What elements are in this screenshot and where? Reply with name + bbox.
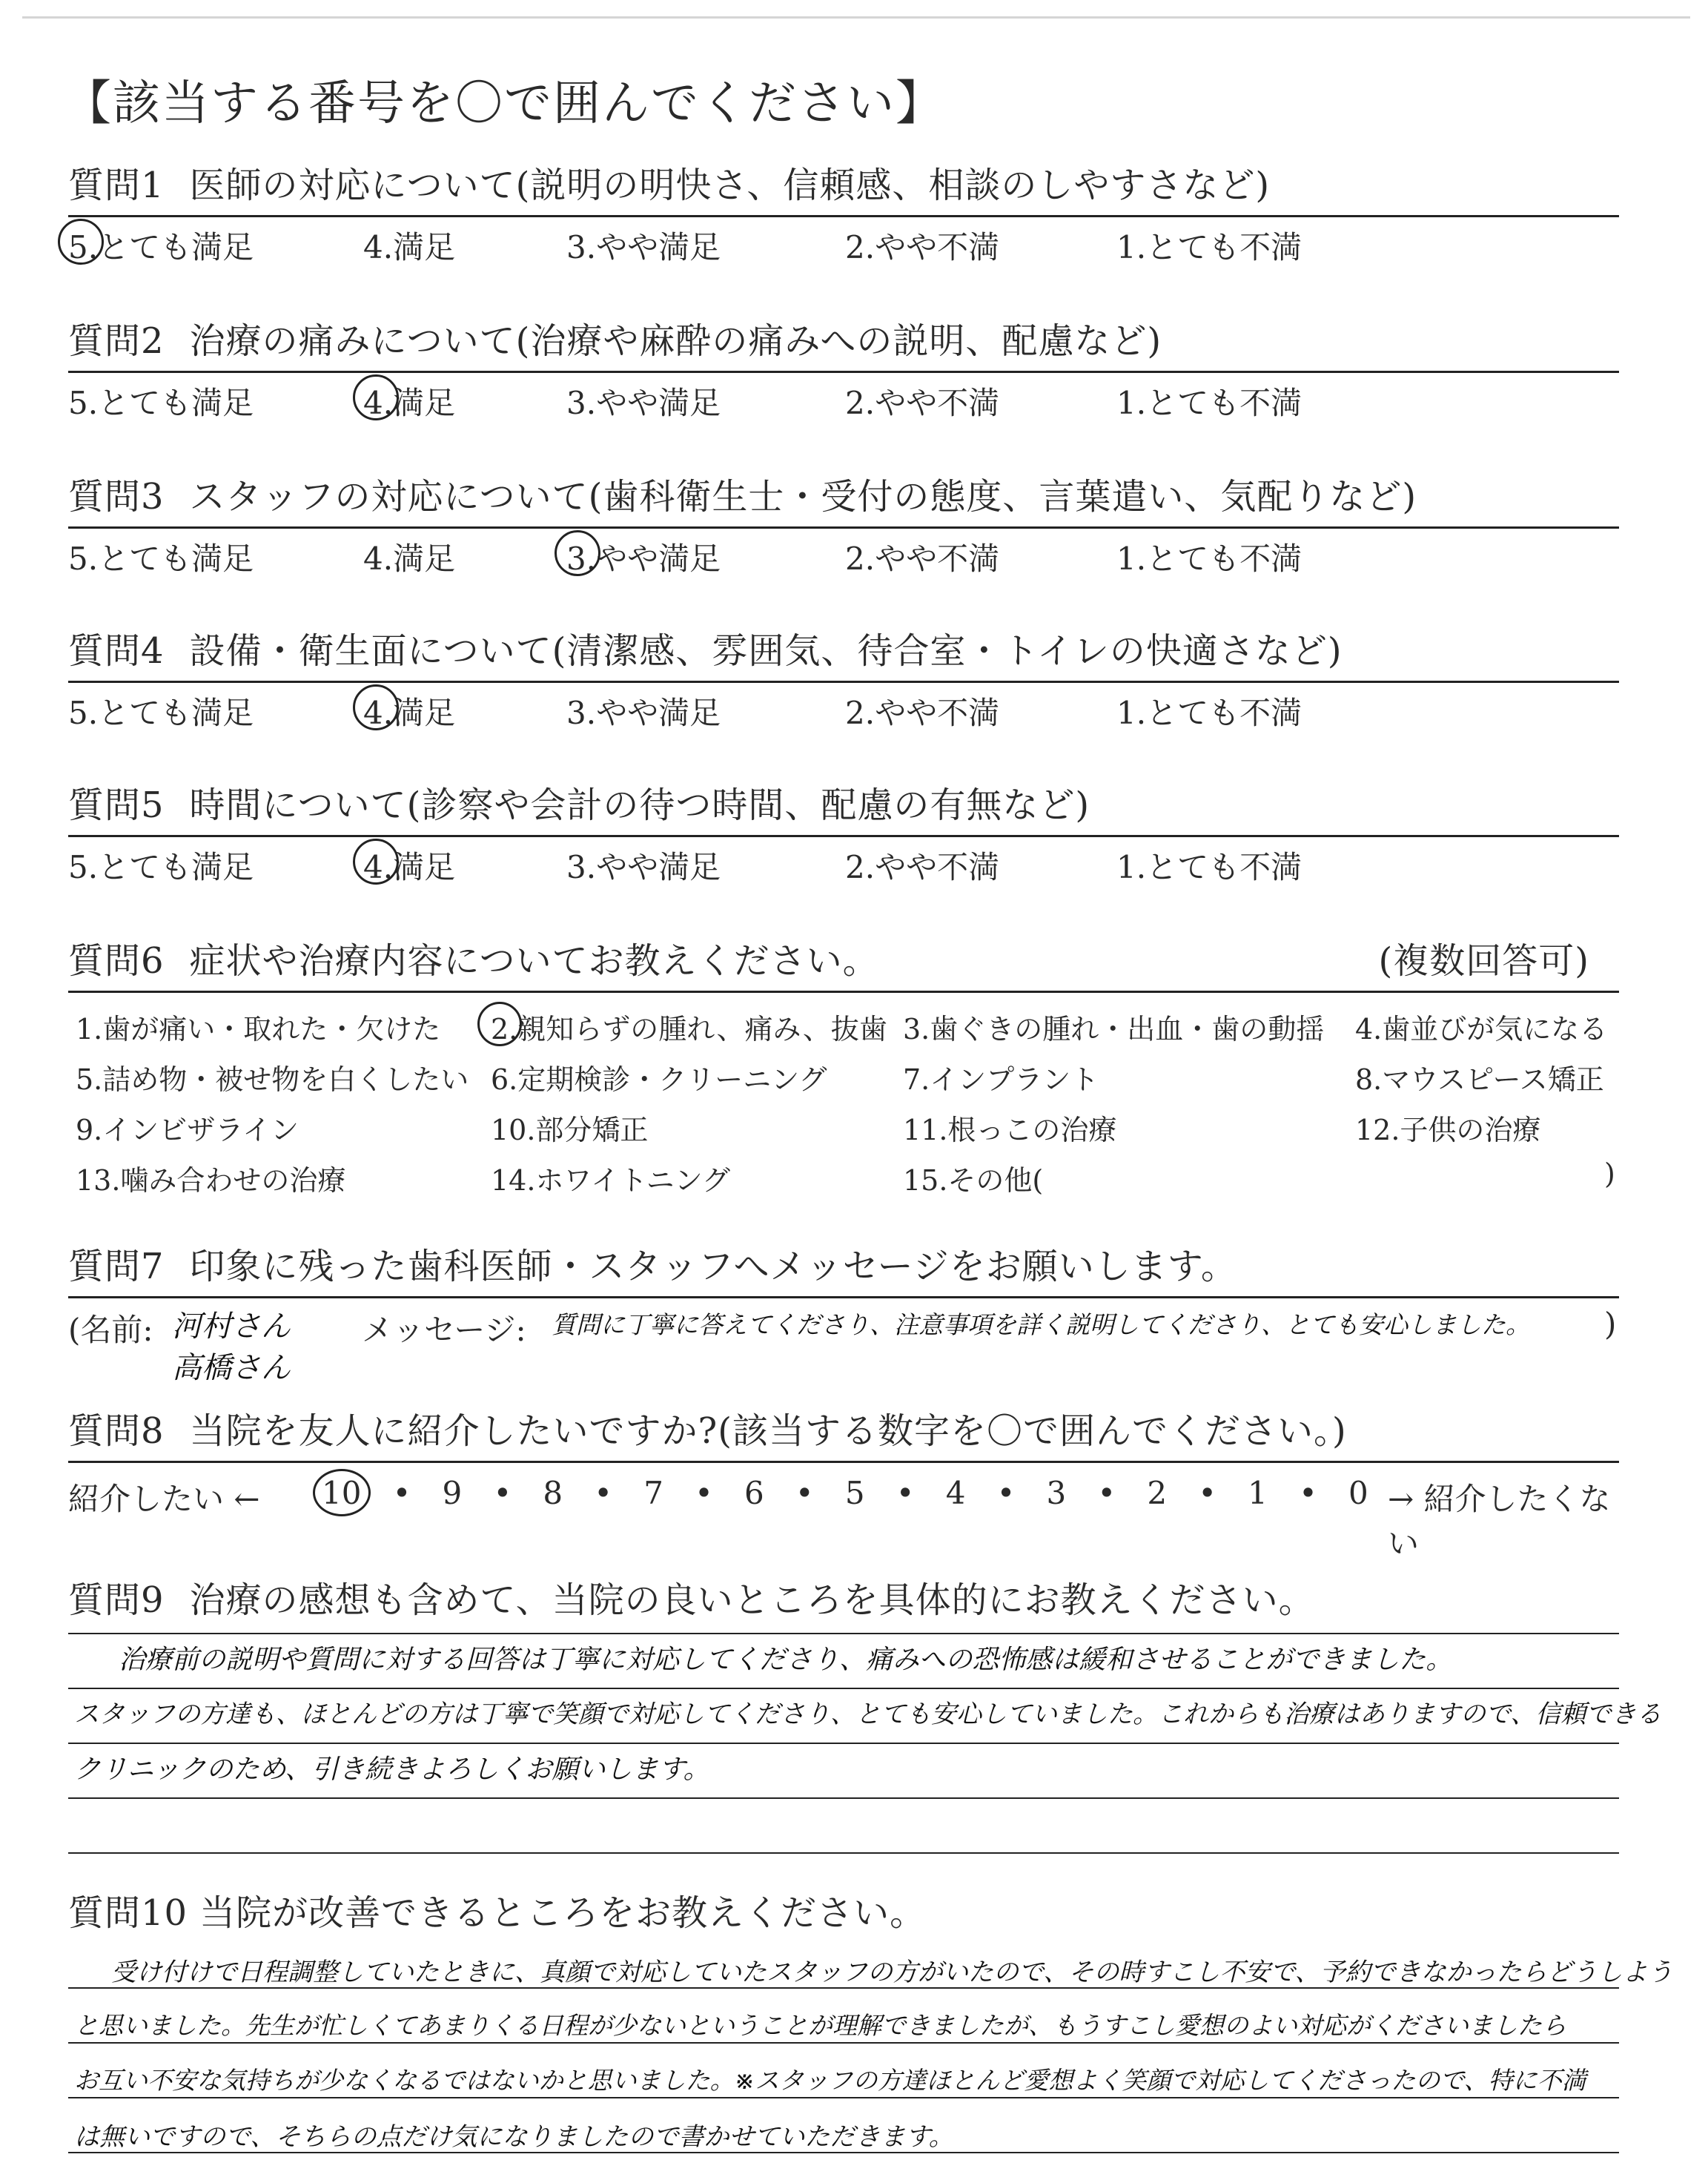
question-8: [68, 1407, 1619, 1562]
selection-circle: [353, 839, 399, 885]
scale-dot: •: [1198, 1475, 1217, 1511]
question-text: スタッフの対応について(歯科衛生士・受付の態度、言葉遣い、気配りなど): [189, 476, 1417, 518]
question-6: [68, 937, 1619, 1200]
scale-dot: •: [392, 1475, 411, 1511]
answer-text-line: スタッフの方達も、ほとんどの方は丁寧で笑顔で対応してくださり、とても安心していました。これからも治療はありますので、信頼できる: [74, 1700, 1662, 1729]
answer-line: [68, 1852, 1619, 1854]
question-number: 質問5: [68, 785, 165, 826]
scale-dot: •: [795, 1475, 814, 1511]
option-3[interactable]: 3.やや満足: [566, 385, 721, 421]
symptom-option-7[interactable]: 7.インプラント: [903, 1063, 1099, 1096]
scale-dot: •: [996, 1475, 1016, 1511]
question-10-title: [68, 1889, 1619, 1937]
symptom-option-13[interactable]: 13.噛み合わせの治療: [76, 1164, 346, 1197]
question-text: 当院を友人に紹介したいですか?(該当する数字を〇で囲んでください。): [189, 1410, 1347, 1452]
question-2: [68, 317, 1619, 419]
question-text: 設備・衛生面について(清潔感、雰囲気、待合室・トイレの快適さなど): [189, 630, 1343, 672]
answer-text-line: クリニックのため、引き続きよろしくお願いします。: [74, 1754, 710, 1785]
scale-dot: •: [896, 1475, 915, 1511]
option-2[interactable]: 2.やや不満: [845, 385, 1000, 421]
option-5[interactable]: 5.とても満足: [68, 229, 254, 265]
scale-dot: •: [493, 1475, 512, 1511]
symptom-option-8[interactable]: 8.マウスピース矯正: [1355, 1063, 1604, 1096]
scale-value-2[interactable]: 2: [1147, 1475, 1168, 1511]
selection-circle: [353, 374, 399, 420]
answer-line: [68, 2042, 1619, 2044]
question-3: [68, 473, 1619, 575]
scale-dot: •: [695, 1475, 713, 1511]
name-value-2: 高橋さん: [172, 1351, 291, 1385]
answer-line: [68, 2097, 1619, 2098]
scale-value-10[interactable]: 10: [322, 1475, 362, 1511]
name-value-1: 河村さん: [172, 1309, 291, 1344]
selection-circle: [313, 1469, 371, 1516]
scale-left-label: 紹介したい ←: [68, 1481, 260, 1517]
message-value: 質問に丁寧に答えてくださり、注意事項を詳く説明してくださり、とても安心しました。: [552, 1310, 1530, 1339]
selection-circle: [58, 219, 104, 265]
option-2[interactable]: 2.やや不満: [845, 541, 1000, 577]
selection-circle: [555, 530, 600, 576]
symptom-option-6[interactable]: 6.定期検診・クリーニング: [491, 1063, 827, 1096]
option-3[interactable]: 3.やや満足: [566, 541, 721, 577]
question-text: 医師の対応について(説明の明快さ、信頼感、相談のしやすさなど): [189, 165, 1271, 206]
symptom-option-3[interactable]: 3.歯ぐきの腫れ・出血・歯の動揺: [903, 1013, 1325, 1046]
rating-options: [68, 373, 1619, 419]
scale-dot: •: [1299, 1475, 1317, 1511]
question-text: 治療の痛みについて(治療や麻酔の痛みへの説明、配慮など): [189, 320, 1162, 362]
scale-value-8[interactable]: 8: [543, 1475, 563, 1511]
answer-text-line: 治療前の説明や質問に対する回答は丁寧に対応してくださり、痛みへの恐怖感は緩和させることができました。: [119, 1645, 1453, 1675]
option-2[interactable]: 2.やや不満: [845, 849, 1000, 885]
scale-value-7[interactable]: 7: [643, 1475, 663, 1511]
symptom-option-2[interactable]: 2.親知らずの腫れ、痛み、抜歯: [491, 1013, 887, 1046]
answer-text-line: お互い不安な気持ちが少なくなるではないかと思いました。※スタッフの方達ほとんど愛想よく笑顔で対応してくださったので、特に不満: [74, 2066, 1586, 2095]
answer-text-line: と思いました。先生が忙しくてあまりくる日程が少ないということが理解できましたが、もうすこし愛想のよい対応がくださいましたら: [74, 2011, 1566, 2040]
page-title: 【該当する番号を〇で囲んでください】: [64, 76, 944, 131]
question-number: 質問4: [68, 630, 165, 672]
question-1-title: [68, 162, 1619, 209]
question-text: 印象に残った歯科医師・スタッフへメッセージをお願いします。: [189, 1246, 1237, 1287]
question-6-title: [68, 937, 1619, 985]
question-9-title: [68, 1576, 1619, 1624]
option-5[interactable]: 5.とても満足: [68, 695, 254, 731]
symptom-option-10[interactable]: 10.部分矯正: [491, 1114, 649, 1146]
question-number: 質問7: [68, 1246, 165, 1287]
referral-scale: [68, 1463, 1619, 1562]
question-1: [68, 162, 1619, 263]
symptom-option-1[interactable]: 1.歯が痛い・取れた・欠けた: [76, 1013, 441, 1046]
other-close-paren: ): [1604, 1157, 1615, 1190]
message-area: [68, 1298, 1619, 1387]
question-text: 時間について(診察や会計の待つ時間、配慮の有無など): [189, 785, 1090, 826]
question-7: [68, 1243, 1619, 1387]
multiple-answers-note: (複数回答可): [1378, 940, 1589, 982]
name-label: (名前:: [68, 1312, 153, 1348]
rating-options: [68, 529, 1619, 575]
question-number: 質問10: [68, 1892, 188, 1934]
option-1[interactable]: 1.とても不満: [1116, 541, 1302, 577]
question-4: [68, 627, 1619, 729]
option-5[interactable]: 5.とても満足: [68, 849, 254, 885]
option-1[interactable]: 1.とても不満: [1116, 229, 1302, 265]
question-10: [68, 1889, 1619, 1937]
rating-options: [68, 217, 1619, 263]
scale-value-6[interactable]: 6: [744, 1475, 764, 1511]
option-4[interactable]: 4.満足: [363, 541, 456, 577]
scale-value-1[interactable]: 1: [1248, 1475, 1268, 1511]
answer-line: [68, 1797, 1619, 1799]
symptom-option-14[interactable]: 14.ホワイトニング: [491, 1164, 731, 1197]
option-4[interactable]: 4.満足: [363, 849, 456, 885]
question-number: 質問6: [68, 940, 165, 982]
symptom-option-15[interactable]: 15.その他(: [903, 1164, 1044, 1197]
rating-options: [68, 683, 1619, 729]
option-2[interactable]: 2.やや不満: [845, 229, 1000, 265]
option-5[interactable]: 5.とても満足: [68, 541, 254, 577]
question-number: 質問9: [68, 1579, 165, 1621]
symptom-options: [68, 993, 1619, 1200]
option-4[interactable]: 4.満足: [363, 385, 456, 421]
scale-value-5[interactable]: 5: [844, 1475, 865, 1511]
option-3[interactable]: 3.やや満足: [566, 695, 721, 731]
option-4[interactable]: 4.満足: [363, 229, 456, 265]
scale-value-4[interactable]: 4: [945, 1475, 966, 1511]
scale-value-0[interactable]: 0: [1348, 1475, 1368, 1511]
question-5-title: [68, 782, 1619, 829]
question-text: 治療の感想も含めて、当院の良いところを具体的にお教えください。: [189, 1579, 1315, 1621]
scale-value-3[interactable]: 3: [1046, 1475, 1067, 1511]
question-7-title: [68, 1243, 1619, 1290]
option-3[interactable]: 3.やや満足: [566, 849, 721, 885]
scale-value-9[interactable]: 9: [442, 1475, 463, 1511]
scale-dot: •: [1097, 1475, 1116, 1511]
question-8-title: [68, 1407, 1619, 1455]
question-4-title: [68, 627, 1619, 675]
question-5: [68, 782, 1619, 883]
answer-line: [68, 1633, 1619, 1634]
symptom-option-5[interactable]: 5.詰め物・被せ物を白くしたい: [76, 1063, 469, 1096]
scan-edge-line: [22, 16, 1690, 19]
question-3-title: [68, 473, 1619, 521]
scale-values: [322, 1475, 1368, 1511]
question-2-title: [68, 317, 1619, 365]
answer-line: [68, 1743, 1619, 1744]
option-4[interactable]: 4.満足: [363, 695, 456, 731]
selection-circle: [477, 1002, 522, 1046]
message-label: メッセージ:: [362, 1312, 526, 1348]
question-number: 質問1: [68, 165, 165, 206]
rating-options: [68, 837, 1619, 883]
option-3[interactable]: 3.やや満足: [566, 229, 721, 265]
symptom-option-12[interactable]: 12.子供の治療: [1355, 1114, 1541, 1146]
symptom-option-11[interactable]: 11.根っこの治療: [903, 1114, 1117, 1146]
question-text: 当院が改善できるところをお教えください。: [199, 1892, 927, 1934]
message-close-paren: ): [1604, 1306, 1617, 1342]
question-number: 質問8: [68, 1410, 165, 1452]
question-number: 質問2: [68, 320, 165, 362]
selection-circle: [353, 684, 399, 730]
symptom-option-4[interactable]: 4.歯並びが気になる: [1355, 1013, 1608, 1046]
option-1[interactable]: 1.とても不満: [1116, 849, 1302, 885]
scale-right-label: → 紹介したくない: [1388, 1481, 1611, 1562]
scale-dot: •: [594, 1475, 613, 1511]
option-1[interactable]: 1.とても不満: [1116, 385, 1302, 421]
option-1[interactable]: 1.とても不満: [1116, 695, 1302, 731]
option-5[interactable]: 5.とても満足: [68, 385, 254, 421]
answer-line: [68, 1688, 1619, 1689]
question-text: 症状や治療内容についてお教えください。: [189, 940, 879, 982]
symptom-option-9[interactable]: 9.インビザライン: [76, 1114, 299, 1146]
answer-text-line: は無いですので、そちらの点だけ気になりましたので書かせていただきます。: [74, 2122, 954, 2152]
question-number: 質問3: [68, 476, 165, 518]
answer-text-line: 受け付けで日程調整していたときに、真顔で対応していたスタッフの方がいたので、その時すこし不安で、予約できなかったらどうしよう: [111, 1958, 1673, 1987]
option-2[interactable]: 2.やや不満: [845, 695, 1000, 731]
question-9: [68, 1576, 1619, 1624]
